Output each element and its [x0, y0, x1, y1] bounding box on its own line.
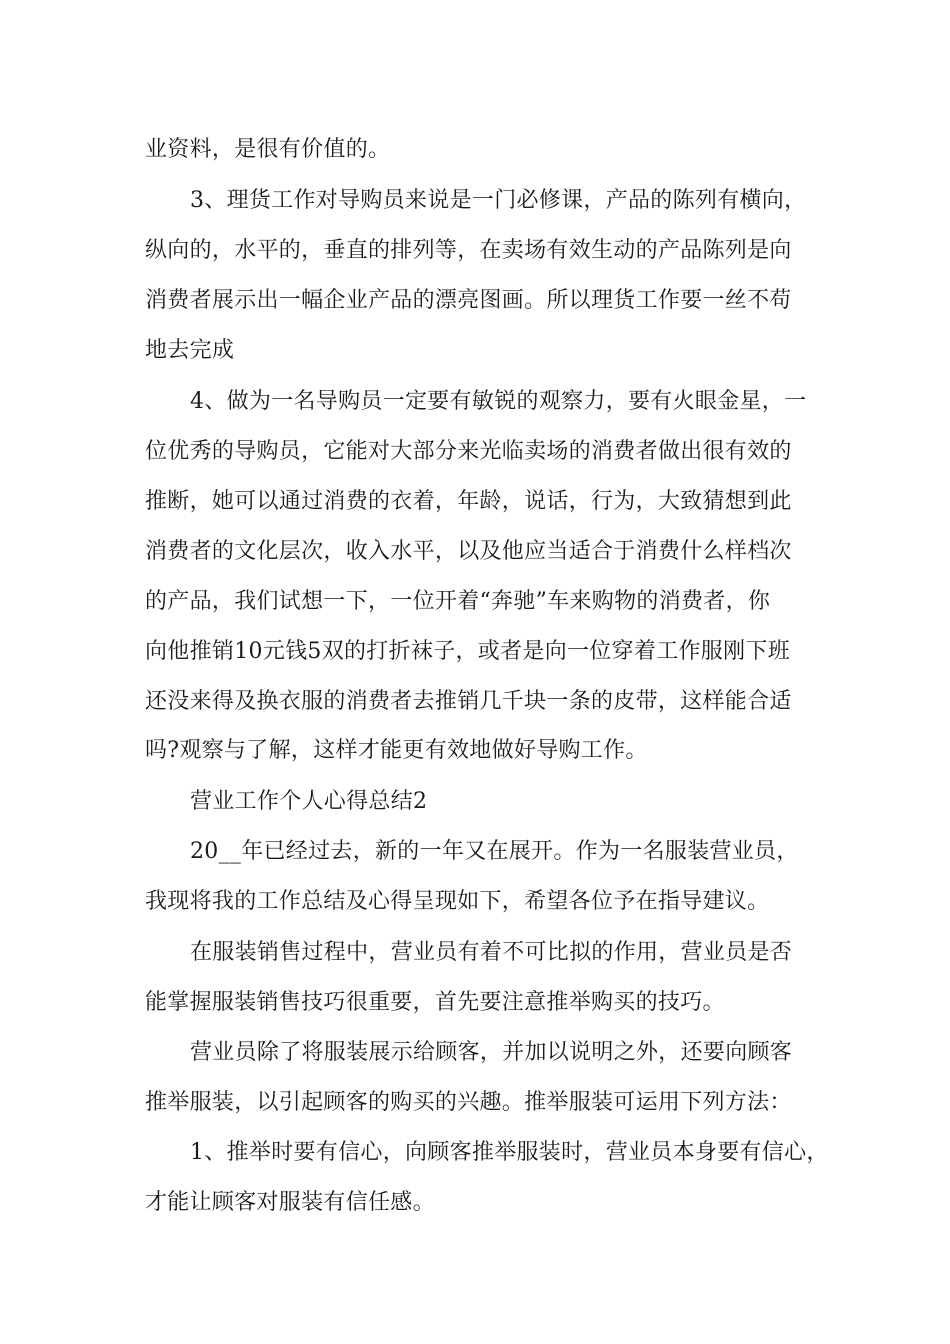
- text-line: 纵向的，水平的，垂直的排列等，在卖场有效生动的产品陈列是向: [145, 238, 792, 263]
- text-line: 能掌握服装销售技巧很重要，首先要注意推举购买的技巧。: [145, 990, 725, 1015]
- text-line: 3、理货工作对导购员来说是一门必修课，产品的陈列有横向，: [190, 188, 807, 213]
- text-line: 推断，她可以通过消费的衣着，年龄，说话，行为，大致猜想到此: [145, 489, 792, 514]
- text-line: 1、推举时要有信心，向顾客推举服装时，营业员本身要有信心，: [190, 1140, 829, 1165]
- text-line: 还没来得及换衣服的消费者去推销几千块一条的皮带，这样能合适: [145, 689, 792, 714]
- text-line: 4、做为一名导购员一定要有敏锐的观察力，要有火眼金星，一: [190, 389, 807, 414]
- text-line: 消费者的文化层次，收入水平，以及他应当适合于消费什么样档次: [145, 539, 792, 564]
- text-line: 消费者展示出一幅企业产品的漂亮图画。所以理货工作要一丝不苟: [145, 288, 792, 313]
- text-line: 吗?观察与了解，这样才能更有效地做好导购工作。: [145, 738, 648, 763]
- text-line: 位优秀的导购员，它能对大部分来光临卖场的消费者做出很有效的: [145, 439, 792, 464]
- text-line: 地去完成: [145, 338, 235, 363]
- text-line: 营业员除了将服装展示给顾客，并加以说明之外，还要向顾客: [190, 1040, 793, 1065]
- text-line: 的产品，我们试想一下，一位开着“奔驰”车来购物的消费者，你: [145, 589, 771, 614]
- text-line: 我现将我的工作总结及心得呈现如下，希望各位予在指导建议。: [145, 889, 770, 914]
- text-line: 才能让顾客对服装有信任感。: [145, 1190, 435, 1215]
- text-line: 业资料，是很有价值的。: [145, 137, 391, 162]
- section-heading: 营业工作个人心得总结2: [190, 789, 428, 814]
- text-line: 向他推销10元钱5双的打折袜子，或者是向一位穿着工作服刚下班: [145, 639, 790, 664]
- text-line: 推举服装，以引起顾客的购买的兴趣。推举服装可运用下列方法：: [145, 1090, 792, 1115]
- text-line: 在服装销售过程中，营业员有着不可比拟的作用，营业员是否: [190, 940, 793, 965]
- text-line: 20__年已经过去，新的一年又在展开。作为一名服装营业员，: [190, 839, 799, 864]
